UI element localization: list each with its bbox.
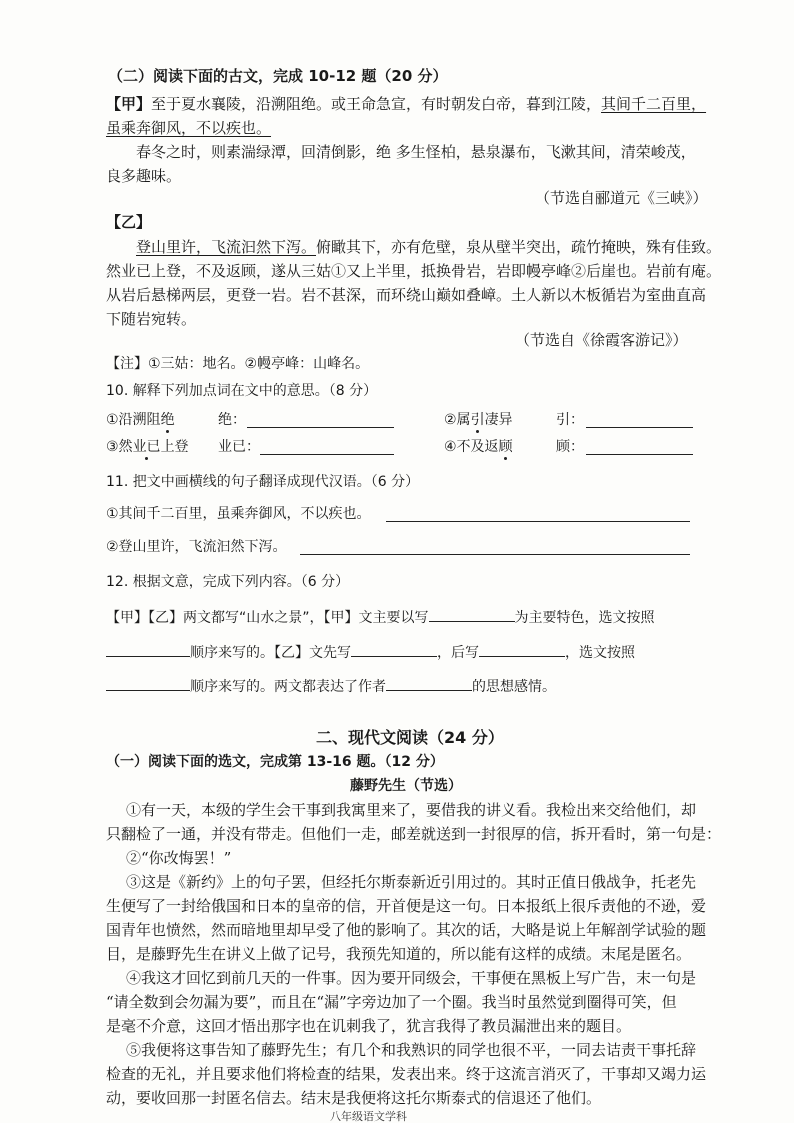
q10-item-d-label: 顾：: [556, 439, 584, 455]
passage-jia-source: （节选自郦道元《三峡》）: [535, 189, 708, 207]
q10-item-b: ②属引凄异: [444, 412, 513, 428]
q10-item-c: ③然业已上登: [106, 439, 189, 455]
underlined-sentence-2: 登山里许，飞流汩然下泻。: [136, 238, 317, 256]
question-12: 12. 根据文意，完成下列内容。（6 分）: [106, 574, 350, 590]
paragraph-2: ②“你改悔罢！”: [126, 849, 232, 867]
q12-blank-2[interactable]: [106, 642, 190, 657]
q11-answer-1[interactable]: [386, 520, 690, 522]
modern-reading-subheading: （一）阅读下面的选文，完成第 13-16 题。（12 分）: [106, 754, 444, 770]
q12-blank-5[interactable]: [106, 676, 190, 691]
q12-line-2: 顺序来写的。【乙】文先写 ，后写 ，选文按照: [106, 642, 635, 663]
passage-yi-line1: 登山里许，飞流汩然下泻。俯瞰其下，亦有危壁，泉从壁半突出，疏竹掩映，殊有佳致。: [136, 238, 722, 256]
q12-blank-1[interactable]: [429, 607, 515, 622]
paragraph-1-line2: 只翻检了一通，并没有带走。但他们一走，邮差就送到一封很厚的信，拆开看时，第一句是：: [106, 825, 722, 843]
passage-jia-label: 【甲】: [106, 95, 152, 113]
paragraph-1-line1: ①有一天，本级的学生会干事到我寓里来了，要借我的讲义看。我检出来交给他们，却: [126, 801, 697, 819]
section-heading: （二）阅读下面的古文，完成 10-12 题（20 分）: [108, 67, 448, 85]
q10-answer-d[interactable]: [586, 453, 693, 455]
question-11: 11. 把文中画横线的句子翻译成现代汉语。（6 分）: [106, 474, 420, 490]
q10-answer-b[interactable]: [586, 426, 693, 428]
q12-blank-6[interactable]: [386, 676, 472, 691]
q12-line-1: 【甲】【乙】两文都写“山水之景”，【甲】文主要以写 为主要特色，选文按照: [106, 607, 655, 628]
passage-jia-line4: 良多趣味。: [106, 167, 182, 185]
paragraph-3-line3: 国青年也愤然，然而暗地里却早受了他的影响了。其次的话，大略是说上年解剖学试验的题: [106, 921, 707, 939]
paragraph-3-line2: 生便写了一封给俄国和日本的皇帝的信，开首便是这一句。日本报纸上很斥责他的不逊，爱: [106, 897, 707, 915]
passage-jia-line1: 【甲】至于夏水襄陵，沿溯阻绝。或王命急宣，有时朝发白帝，暮到江陵，其间千二百里，: [106, 95, 707, 113]
q10-item-a-label: 绝：: [218, 412, 246, 428]
annotation-note: 【注】①三姑：地名。②幔亭峰：山峰名。: [106, 356, 370, 372]
article-title: 藤野先生（节选）: [350, 778, 462, 794]
paragraph-4-line3: 是毫不介意，这回才悟出那字也在讥刺我了，犹言我得了教员漏泄出来的题目。: [106, 1017, 632, 1035]
paragraph-5-line1: ⑤我便将这事告知了藤野先生；有几个和我熟识的同学也很不平，一同去诘责干事托辞: [126, 1041, 697, 1059]
modern-reading-title: 二、现代文阅读（24 分）: [316, 728, 504, 747]
q11-sentence-2: ②登山里许，飞流汩然下泻。: [106, 539, 287, 555]
q10-answer-a[interactable]: [247, 426, 394, 428]
underlined-sentence-1a: 其间千二百里，: [601, 95, 707, 113]
paragraph-3-line1: ③这是《新约》上的句子罢，但经托尔斯泰新近引用过的。其时正值日俄战争，托老先: [126, 873, 697, 891]
passage-yi-source: （节选自《徐霞客游记》）: [515, 331, 688, 349]
passage-yi-line2: 然业已上登，不及返顾，遂从三姑①又上半里，抵换骨岩，岩即幔亭峰②后崖也。岩前有庵。: [106, 262, 722, 280]
passage-yi-line4: 下随岩宛转。: [106, 310, 197, 328]
q11-sentence-1: ①其间千二百里，虽乘奔御风，不以疾也。: [106, 506, 371, 522]
question-10: 10. 解释下列加点词在文中的意思。（8 分）: [106, 383, 378, 399]
paragraph-4-line1: ④我这才回忆到前几天的一件事。因为要开同级会，干事便在黑板上写广告，末一句是: [126, 969, 697, 987]
paragraph-5-line3: 动，要收回那一封匿名信去。结末是我便将这托尔斯泰式的信退还了他们。: [106, 1089, 602, 1107]
q10-answer-c[interactable]: [260, 453, 394, 455]
paragraph-3-line4: 目，是藤野先生在讲义上做了记号，我预先知道的，所以能有这样的成绩。末尾是匿名。: [106, 945, 692, 963]
page-footer: 八年级语文学科: [330, 1110, 407, 1123]
q12-blank-4[interactable]: [479, 642, 565, 657]
underlined-sentence-1b: 虽乘奔御风，不以疾也。: [106, 119, 272, 137]
paragraph-5-line2: 检查的无礼，并且要求他们将检查的结果，发表出来。终于这流言消灭了，干事却又竭力运: [106, 1065, 707, 1083]
q10-item-a: ①沿溯阻绝: [106, 412, 175, 428]
passage-yi-line3: 从岩后悬梯两层，更登一岩。岩不甚深，而环绕山巅如叠嶂。土人新以木板循岩为室曲直高: [106, 286, 707, 304]
passage-jia-line2: [106, 118, 271, 138]
q11-answer-2[interactable]: [300, 553, 690, 555]
q12-blank-3[interactable]: [351, 642, 437, 657]
q12-line-3: 顺序来写的。两文都表达了作者 的思想感情。: [106, 676, 556, 697]
paragraph-4-line2: “请全数到会勿漏为要”，而且在“漏”字旁边加了一个圈。我当时虽然觉到圈得可笑，但: [106, 993, 677, 1011]
passage-yi-label: 【乙】: [106, 213, 152, 231]
q10-item-c-label: 业已：: [218, 439, 260, 455]
q10-item-d: ④不及返顾: [444, 439, 513, 455]
passage-jia-line3: 春冬之时，则素湍绿潭，回清倒影，绝 多生怪柏，悬泉瀑布，飞漱其间，清荣峻茂，: [136, 143, 696, 161]
q10-item-b-label: 引：: [556, 412, 584, 428]
